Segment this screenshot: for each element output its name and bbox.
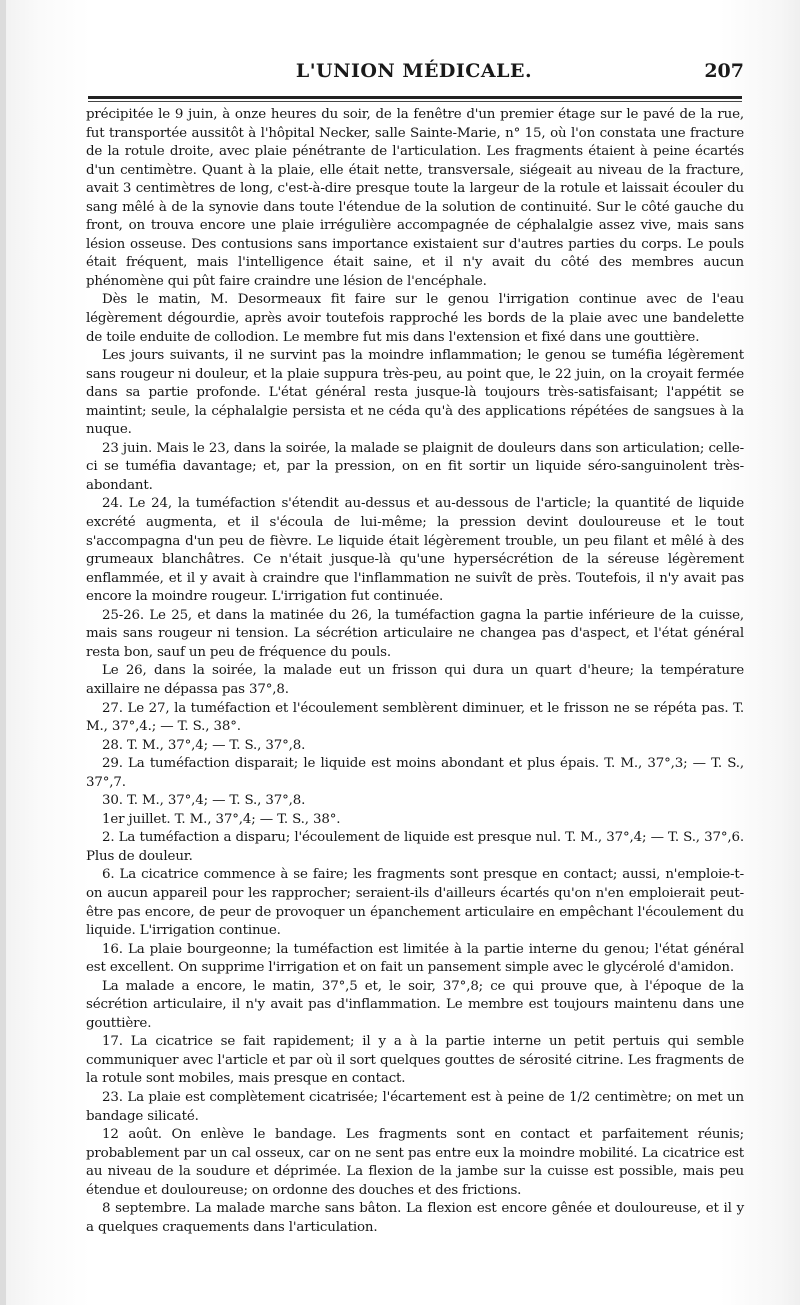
paragraph: 1er juillet. T. M., 37°,4; — T. S., 38°. [102,811,341,827]
paragraph: 23 juin. Mais le 23, dans la soirée, la malade se plaignit de douleurs dans son articulation; celle-ci se tuméfia davantage; et, par la pression, on en fit sortir un liquide séro-sanguinolent très-abondant. [86,440,744,493]
paragraph: 23. La plaie est complètement cicatrisée; l'écartement est à peine de 1/2 centimètre; on met un bandage silicaté. [86,1089,744,1124]
running-title: L'UNION MÉDICALE. [295,60,533,82]
paragraph: 17. La cicatrice se fait rapidement; il y a à la partie interne un petit pertuis qui semble communiquer avec l'article et par où il sort quelques gouttes de sérosité citrine. Les fragments de la rotule sont mobiles, mais presque en contact. [86,1034,744,1087]
article-body [86,106,744,1237]
paragraph: 16. La plaie bourgeonne; la tuméfaction est limitée à la partie interne du genou; l'état général est excellent. On supprime l'irrigation et on fait un pansement simple avec le glycérolé d'amidon. [86,941,744,976]
paragraph: Les jours suivants, il ne survint pas la moindre inflammation; le genou se tuméfia légèrement sans rougeur ni douleur, et la plaie suppura très-peu, au point que, le 22 juin, on la croyait fermée dans sa partie profonde. L'état général resta jusque-là toujours très-satisfaisant; l'appétit se maintint; seule, la céphalalgie persista et ne céda qu'à des applications répétées de sangsues à la nuque. [86,348,744,438]
paragraph: 2. La tuméfaction a disparu; l'écoulement de liquide est presque nul. T. M., 37°,4; — T. S., 37°,6. Plus de douleur. [86,830,744,864]
paragraph: 29. La tuméfaction disparait; le liquide est moins abondant et plus épais. T. M., 37°,3; — T. S., 37°,7. [86,756,744,790]
paragraph: 30. T. M., 37°,4; — T. S., 37°,8. [102,793,306,809]
paragraph: 6. La cicatrice commence à se faire; les fragments sont presque en contact; aussi, n'emploie-t-on aucun appareil pour les rapprocher; seraient-ils d'ailleurs écartés qu'on n'en emploierait peut-être pas encore, de peur de provoquer un épanchement articulaire en empêchant l'écoulement du liquide. L'irrigation continue. [86,867,744,939]
page-number: 207 [704,60,744,82]
paragraph: 24. Le 24, la tuméfaction s'étendit au-dessus et au-dessous de l'article; la quantité de liquide excrété augmenta, et il s'écoula de lui-même; la pression devint douloureuse et le tout s'accompagna d'un peu de fièvre. Le liquide était légèrement trouble, un peu filant et mêlé à des grumeaux blanchâtres. Ce n'était jusque-là qu'une hypersécrétion de la séreuse légèrement enflammée, et il y avait à craindre que l'inflammation ne suivît de près. Toutefois, il n'y avait pas encore la moindre rougeur. L'irrigation fut continuée. [86,496,744,605]
paragraph: 27. Le 27, la tuméfaction et l'écoulement semblèrent diminuer, et le frisson ne se répéta pas. T. M., 37°,4.; — T. S., 38°. [86,700,744,735]
paragraph: 25-26. Le 25, et dans la matinée du 26, la tuméfaction gagna la partie inférieure de la cuisse, mais sans rougeur ni tension. La sécrétion articulaire ne changea pas d'aspect, et l'état général resta bon, sauf un peu de fréquence du pouls. [86,607,744,660]
paragraph: 28. T. M., 37°,4; — T. S., 37°,8. [102,737,306,753]
paragraph: Dès le matin, M. Desormeaux fit faire sur le genou l'irrigation continue avec de l'eau légèrement dégourdie, après avoir toutefois rapproché les bords de la plaie avec une bandelette de toile enduite de collodion. Le membre fut mis dans l'extension et fixé dans une gouttière. [86,292,744,345]
header-rule [88,96,742,99]
paragraph: précipitée le 9 juin, à onze heures du soir, de la fenêtre d'un premier étage sur le pavé de la rue, fut transportée aussitôt à l'hôpital Necker, salle Sainte-Marie, n° 15, où l'on constata une fracture de la rotule droite, avec plaie pénétrante de l'articulation. Les fragments étaient à peine écartés d'un centimètre. Quant à la plaie, elle était nette, transversale, siégeait au niveau de la fracture, avait 3 centimètres de long, c'est-à-dire presque toute la largeur de la rotule et laissait écouler du sang mêlé à de la synovie dans toute l'étendue de la solution de continuité. Sur le côté gauche du front, on trouva encore une plaie irrégulière accompagnée de céphalalgie assez vive, mais sans lésion osseuse. Des contusions sans importance existaient sur d'autres parties du corps. Le pouls était fréquent, mais l'intelligence était saine, et il n'y avait du côté des membres aucun phénomène qui pût faire craindre une lésion de l'encéphale. [86,107,744,289]
page-gutter [0,0,6,1305]
page-header [84,60,744,90]
paragraph: 12 août. On enlève le bandage. Les fragments sont en contact et parfaitement réunis; probablement par un cal osseux, car on ne sent pas entre eux la moindre mobilité. La cicatrice est au niveau de la soudure et déprimée. La flexion de la jambe sur la cuisse est possible, mais peu étendue et douloureuse; on ordonne des douches et des frictions. [86,1127,744,1198]
paragraph: 8 septembre. La malade marche sans bâton. La flexion est encore gênée et douloureuse, et il y a quelques craquements dans l'articulation. [86,1201,744,1235]
paragraph: Le 26, dans la soirée, la malade eut un frisson qui dura un quart d'heure; la température axillaire ne dépassa pas 37°,8. [86,663,744,697]
header-rule-thin [88,101,742,102]
paragraph: La malade a encore, le matin, 37°,5 et, le soir, 37°,8; ce qui prouve que, à l'époque de la sécrétion articulaire, il n'y avait pas d'inflammation. Le membre est toujours maintenu dans une gouttière. [86,978,744,1031]
